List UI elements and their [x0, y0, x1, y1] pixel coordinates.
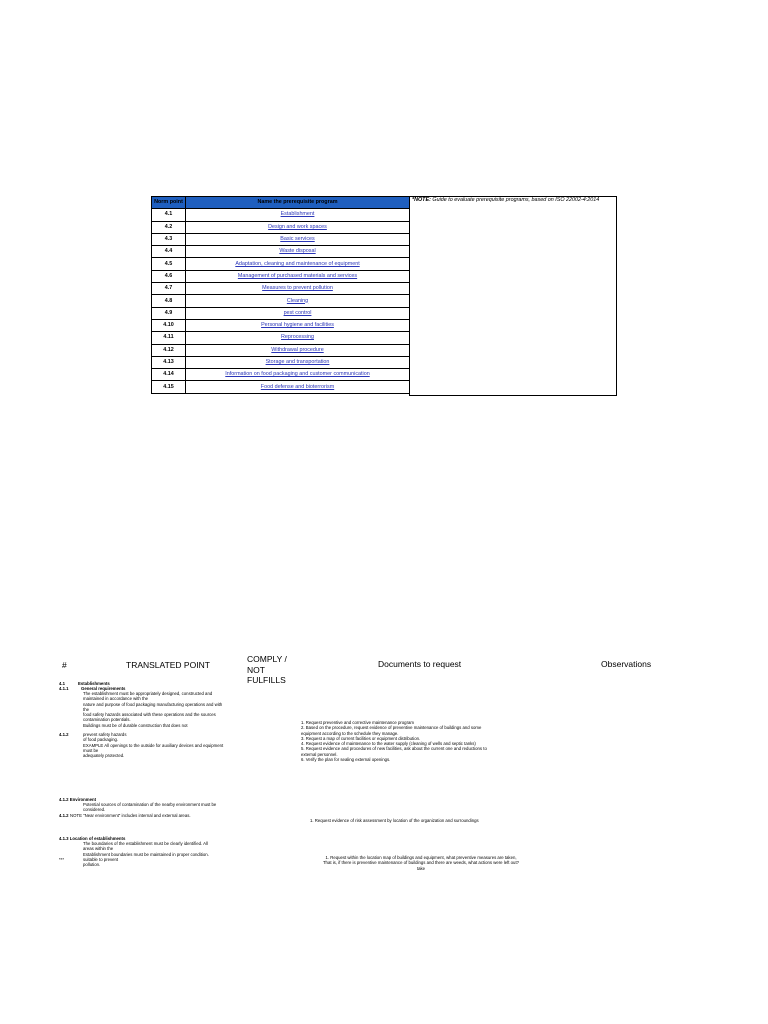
subsection-title: 4.1.3 Location of establishments: [59, 836, 126, 841]
table-row: [152, 319, 410, 331]
column-header-observations: Observations: [601, 659, 652, 669]
document-item: 3. Request a map of current facilities or equipment distribution.: [301, 735, 421, 741]
norm-point: 4.1: [152, 209, 186, 221]
comply-line: FULFILLS: [247, 675, 286, 685]
text-line: areas within the: [83, 846, 114, 852]
requirement-text: [83, 732, 223, 758]
program-link[interactable]: Adaptation, cleaning and maintenance of equipment: [235, 260, 360, 267]
program-link[interactable]: Establishment: [280, 211, 315, 218]
text-line: maintained in accordance with the: [83, 696, 148, 702]
norm-point: 4.5: [152, 258, 186, 270]
document-item: 5. Request evidence and procedures of new facilities, ask about the current one and reductions to: [301, 746, 487, 752]
table-body: [152, 209, 410, 393]
table-row: [152, 246, 410, 258]
text-line: food safety hazards associated with these operations and the sources: [83, 712, 216, 718]
requirement-text: [83, 857, 118, 868]
norm-point: 4.10: [152, 319, 186, 331]
norm-point: 4.15: [152, 381, 186, 393]
program-link[interactable]: Management of purchased materials and services: [237, 272, 358, 279]
subsection-number: 4.1.1: [59, 686, 69, 691]
section-number: 4.1: [59, 681, 65, 686]
column-header-comply: [247, 654, 297, 686]
norm-point: 4.9: [152, 307, 186, 319]
documents-list: [301, 720, 487, 762]
note-label: *NOTE:: [412, 197, 431, 203]
subsection-title: 4.1.2 Environment: [59, 797, 97, 802]
program-link[interactable]: Cleaning: [286, 297, 309, 304]
norm-point: 4.2: [152, 221, 186, 233]
document-item: take: [416, 865, 426, 871]
column-header-documents: Documents to request: [378, 659, 462, 669]
requirement-text: [83, 691, 222, 728]
table-row: [152, 209, 410, 221]
table-row: [152, 283, 410, 295]
marker-text: ***: [59, 857, 65, 862]
note-box: [409, 196, 617, 396]
note-number: 4.1.2: [59, 813, 69, 818]
table-row: [152, 295, 410, 307]
text-line: suitable to prevent: [83, 857, 119, 862]
document-item: 4. Request evidence of maintenance to the water supply (cleaning of wells and septic tanks): [301, 741, 476, 747]
norm-point: 4.8: [152, 295, 186, 307]
table-row: [152, 344, 410, 356]
text-line: of food packaging.: [83, 737, 119, 743]
documents-list: [306, 855, 536, 871]
table-header-row: [152, 197, 410, 209]
table-row: [152, 332, 410, 344]
table-row: [152, 307, 410, 319]
requirement-text: [83, 802, 216, 813]
program-link[interactable]: pest control: [283, 309, 312, 316]
norm-point: 4.4: [152, 246, 186, 258]
program-link[interactable]: Reprocessing: [281, 334, 314, 341]
norm-point: 4.11: [152, 332, 186, 344]
table-row: [152, 381, 410, 393]
text-line: EXAMPLE All openings to the outside for auxiliary devices and equipment: [83, 742, 224, 748]
table-row: [152, 221, 410, 233]
document-item: 1. Request within the location map of buildings and equipment, what preventive measures are taken,: [325, 855, 517, 860]
comply-line: NOT: [247, 664, 265, 675]
program-link[interactable]: Basic services: [280, 236, 315, 243]
text-line: nature and purpose of food packaging manufacturing operations and with: [83, 701, 223, 707]
norm-point: 4.14: [152, 369, 186, 381]
program-link[interactable]: Withdrawal procedure: [271, 346, 324, 353]
text-line: prevent safety hazards: [83, 732, 127, 737]
column-header-number: #: [62, 660, 67, 670]
program-link[interactable]: Design and work spaces: [268, 223, 327, 230]
norm-point: 4.13: [152, 356, 186, 368]
document-item: That is, if there is preventive maintenance of buildings and there are weeds, what actions were left out?: [322, 860, 520, 866]
column-header-translated-point: TRANSLATED POINT: [126, 660, 210, 670]
norm-point: 4.6: [152, 270, 186, 282]
comply-line: COMPLY /: [247, 654, 287, 664]
program-link[interactable]: Waste disposal: [279, 248, 316, 255]
text-line: The establishment must be appropriately designed, constructed and: [83, 691, 213, 696]
document-item: external personnel.: [301, 751, 338, 757]
table-row: [152, 356, 410, 368]
text-line: Establishment boundaries must be maintained in proper condition.: [83, 851, 209, 857]
subsection-title: General requirements: [81, 686, 126, 691]
note-text: Guide to evaluate prerequisite programs, based on ISO 22002-4:2014: [430, 197, 600, 203]
program-link[interactable]: Food defense and bioterrorism: [260, 383, 335, 390]
norm-point: 4.12: [152, 344, 186, 356]
text-line: The boundaries of the establishment must be clearly identified. All: [83, 841, 208, 846]
text-line: pollution.: [83, 862, 101, 868]
program-link[interactable]: Information on food packaging and customer communication: [225, 371, 370, 378]
document-item: equipment according to the schedule they manage.: [301, 730, 399, 736]
subsection-number: 4.1.2: [59, 732, 69, 737]
text-line: contamination potentials.: [83, 717, 131, 723]
norm-point: 4.7: [152, 283, 186, 295]
document-item: 6. Verify the plan for sealing external openings.: [301, 757, 391, 763]
table-row: [152, 233, 410, 245]
document-item: 1. Request evidence of risk assessment by location of the organization and surroundings: [310, 818, 479, 823]
text-line: Buildings must be of durable construction that does not: [83, 722, 188, 728]
text-line: must be: [83, 747, 99, 753]
note-text: NOTE "Near environment" includes internal and external areas.: [70, 813, 191, 818]
norm-point: 4.3: [152, 233, 186, 245]
program-link[interactable]: Measures to prevent pollution: [262, 285, 333, 292]
document-item: 1. Request preventive and corrective maintenance program: [301, 720, 414, 725]
prerequisite-program-table: [151, 196, 410, 394]
text-line: Potential sources of contamination of the nearby environment must be: [83, 802, 217, 807]
text-line: considered.: [83, 807, 106, 813]
section-title: Establishments: [78, 681, 110, 686]
program-link[interactable]: Personal hygiene and facilities: [261, 322, 334, 329]
table-row: [152, 270, 410, 282]
table-row: [152, 258, 410, 270]
header-program-name: Name the prerequisite program: [186, 197, 410, 209]
header-norm-point: Norm point: [152, 197, 186, 209]
text-line: adequately protected.: [83, 753, 125, 759]
table-row: [152, 369, 410, 381]
text-line: the: [83, 706, 89, 712]
program-link[interactable]: Storage and transportation: [265, 359, 330, 365]
document-item: 2. Based on the procedure, request evidence of preventive maintenance of buildings and some: [301, 725, 482, 731]
requirement-text: [83, 841, 209, 857]
